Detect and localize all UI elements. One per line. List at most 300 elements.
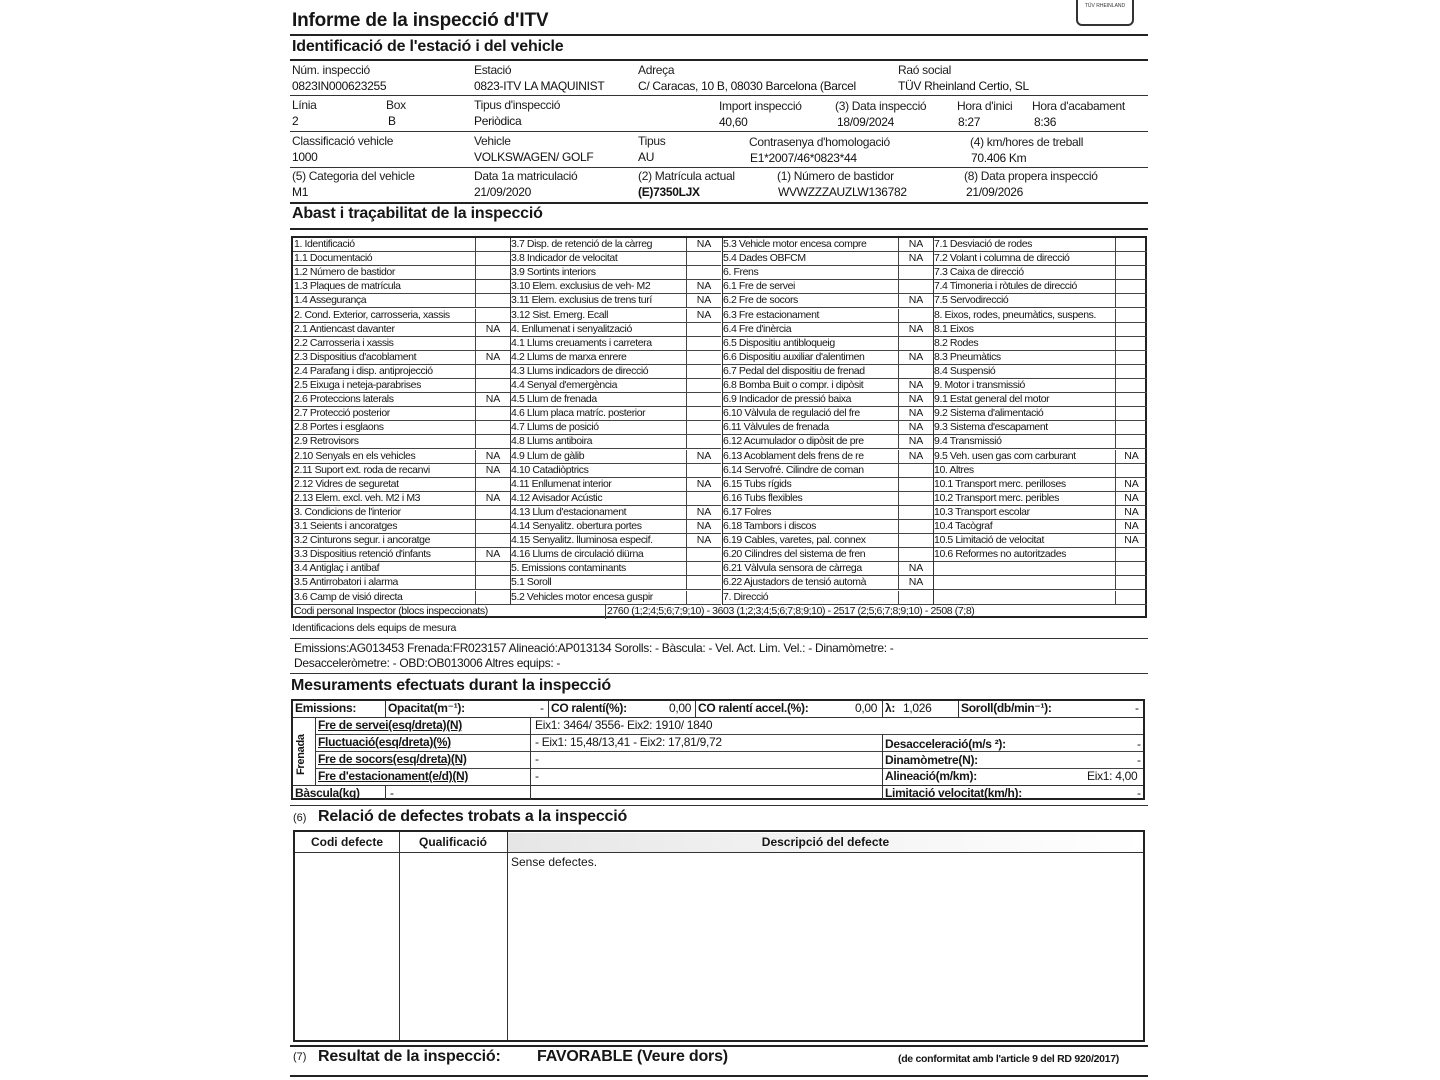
box-label: Box bbox=[386, 98, 406, 112]
inspection-item-na bbox=[898, 280, 933, 294]
inspection-item: 4.4 Senyal d'emergència bbox=[510, 379, 686, 393]
inspection-item-na bbox=[1115, 421, 1147, 435]
inspection-item: 9. Motor i transmissió bbox=[933, 379, 1115, 393]
inspection-item-na bbox=[1115, 323, 1147, 337]
inspection-item-na bbox=[686, 379, 721, 393]
inspection-item: 8.2 Rodes bbox=[933, 337, 1115, 351]
inspection-item: 6.19 Cables, varetes, pal. connex bbox=[722, 534, 898, 548]
soroll-value: - bbox=[1135, 701, 1139, 715]
co-accel-label: CO ralentí accel.(%): bbox=[698, 701, 809, 715]
inspection-item: 6.15 Tubs rígids bbox=[722, 478, 898, 492]
measurements-heading: Mesuraments efectuats durant la inspecció bbox=[291, 677, 611, 694]
bastidor-value: WVWZZZAUZLW136782 bbox=[778, 185, 907, 199]
inspection-item: 6.11 Vàlvules de frenada bbox=[722, 421, 898, 435]
data-matriculacio-label: Data 1a matriculació bbox=[474, 169, 578, 183]
inspection-item: 2.6 Proteccions laterals bbox=[293, 393, 475, 407]
inspection-item-na: NA bbox=[475, 464, 510, 478]
inspection-item-na: NA bbox=[1115, 506, 1147, 520]
inspection-item-na bbox=[475, 238, 510, 252]
inspection-item-na bbox=[686, 548, 721, 562]
adreca-value: C/ Caracas, 10 B, 08030 Barcelona (Barcel bbox=[638, 79, 856, 93]
inspection-item-na: NA bbox=[1115, 520, 1147, 534]
inspection-items-grid bbox=[291, 236, 1147, 618]
equipment-line-1: Emissions:AG013453 Frenada:FR023157 Alineació:AP013134 Sorolls: - Bàscula: - Vel. Act. Lim. Vel.: - Dinamòmetre: - bbox=[294, 641, 894, 655]
tipus-value: AU bbox=[638, 150, 655, 164]
inspection-item-na: NA bbox=[1115, 450, 1147, 464]
inspection-item-na bbox=[475, 534, 510, 548]
inspection-item-na bbox=[898, 478, 933, 492]
inspection-item-na: NA bbox=[898, 323, 933, 337]
inspection-item-na bbox=[686, 365, 721, 379]
inspection-item-na bbox=[1115, 435, 1147, 449]
divider bbox=[290, 805, 1148, 806]
itv-report bbox=[288, 0, 1148, 1080]
inspection-item: 10.5 Limitació de velocitat bbox=[933, 534, 1115, 548]
inspection-item: 8.3 Pneumàtics bbox=[933, 351, 1115, 365]
grid-column-divider bbox=[933, 238, 934, 605]
inspection-item-na: NA bbox=[686, 506, 721, 520]
inspection-item: 10.4 Tacògraf bbox=[933, 520, 1115, 534]
inspection-item-na bbox=[686, 393, 721, 407]
inspection-item-na: NA bbox=[475, 323, 510, 337]
co-accel-value: 0,00 bbox=[855, 701, 878, 715]
divider bbox=[290, 167, 1148, 168]
dinamometre-label: Dinamòmetre(N): bbox=[885, 753, 978, 767]
categoria-label: (5) Categoria del vehicle bbox=[292, 169, 415, 183]
matricula-value: (E)7350LJX bbox=[638, 185, 700, 199]
contrasenya-value: E1*2007/46*0823*44 bbox=[750, 151, 857, 165]
contrasenya-label: Contrasenya d'homologació bbox=[749, 135, 890, 149]
inspection-item-na bbox=[686, 421, 721, 435]
inspection-item: 2.2 Carrosseria i xassis bbox=[293, 337, 475, 351]
inspection-item-na bbox=[475, 407, 510, 421]
inspection-item-na: NA bbox=[475, 450, 510, 464]
inspection-item-na bbox=[475, 506, 510, 520]
inspection-item-na bbox=[1115, 576, 1147, 590]
inspection-item: 9.5 Veh. usen gas com carburant bbox=[933, 450, 1115, 464]
inspection-item: 4.2 Llums de marxa enrere bbox=[510, 351, 686, 365]
inspection-item-na bbox=[898, 492, 933, 506]
tipus-inspeccio-value: Periòdica bbox=[474, 114, 522, 128]
inspection-item-na bbox=[898, 506, 933, 520]
inspection-item: 6.7 Pedal del dispositiu de frenad bbox=[722, 365, 898, 379]
inspection-item: 4. Enllumenat i senyalització bbox=[510, 323, 686, 337]
rao-social-value: TÜV Rheinland Certio, SL bbox=[898, 79, 1029, 93]
bascula-value: - bbox=[390, 786, 394, 800]
bascula-label: Bàscula(kg) bbox=[295, 786, 360, 800]
inspection-item: 1.1 Documentació bbox=[293, 252, 475, 266]
inspection-item: 2.13 Elem. excl. veh. M2 i M3 bbox=[293, 492, 475, 506]
inspection-item: 10.3 Transport escolar bbox=[933, 506, 1115, 520]
estacio-value: 0823-ITV LA MAQUINIST bbox=[474, 79, 605, 93]
inspection-item-na: NA bbox=[686, 478, 721, 492]
hora-acabament-label: Hora d'acabament bbox=[1032, 99, 1125, 113]
co-ralenti-label: CO ralentí(%): bbox=[551, 701, 627, 715]
inspection-item: 6.14 Servofré. Cilindre de coman bbox=[722, 464, 898, 478]
inspection-item: 6.10 Vàlvula de regulació del fre bbox=[722, 407, 898, 421]
inspection-item-na bbox=[1115, 238, 1147, 252]
inspection-item-na bbox=[686, 266, 721, 280]
estacio-label: Estació bbox=[474, 63, 512, 77]
propera-inspeccio-label: (8) Data propera inspecció bbox=[964, 169, 1098, 183]
inspection-item: 3.11 Elem. exclusius de trens turí bbox=[510, 294, 686, 308]
inspection-item-na bbox=[1115, 351, 1147, 365]
hora-inici-value: 8:27 bbox=[958, 115, 981, 129]
inspection-item-na bbox=[898, 520, 933, 534]
result-label: Resultat de la inspecció: bbox=[318, 1048, 501, 1065]
inspection-item: 10.2 Transport merc. peribles bbox=[933, 492, 1115, 506]
inspection-item-na bbox=[898, 365, 933, 379]
linia-label: Línia bbox=[292, 98, 317, 112]
report-title: Informe de la inspecció d'ITV bbox=[292, 10, 549, 31]
inspection-item: 9.1 Estat general del motor bbox=[933, 393, 1115, 407]
inspection-item-na: NA bbox=[475, 548, 510, 562]
inspection-item: 3.9 Sortints interiors bbox=[510, 266, 686, 280]
defects-heading: Relació de defectes trobats a la inspecció bbox=[318, 808, 628, 825]
inspection-item: 2.10 Senyals en els vehicles bbox=[293, 450, 475, 464]
inspection-item-na bbox=[475, 379, 510, 393]
inspection-item: 7.4 Timoneria i ròtules de direcció bbox=[933, 280, 1115, 294]
inspection-item-na bbox=[1115, 280, 1147, 294]
inspection-item: 4.9 Llum de gàlib bbox=[510, 450, 686, 464]
inspection-item: 6.21 Vàlvula sensora de càrrega bbox=[722, 562, 898, 576]
divider bbox=[290, 202, 1148, 204]
fluctuacio-value: - Eix1: 15,48/13,41 - Eix2: 17,81/9,72 bbox=[535, 735, 722, 749]
inspection-item: 5. Emissions contaminants bbox=[510, 562, 686, 576]
inspection-item: 9.4 Transmissió bbox=[933, 435, 1115, 449]
desacceleracio-value: - bbox=[1137, 737, 1141, 751]
inspection-item-na bbox=[686, 492, 721, 506]
inspection-item-na bbox=[475, 591, 510, 605]
fre-estacionament-value: - bbox=[535, 769, 539, 783]
inspection-item: 1.2 Número de bastidor bbox=[293, 266, 475, 280]
inspection-item-na bbox=[475, 365, 510, 379]
lambda-label: λ: bbox=[885, 701, 896, 715]
col-codi-defecte: Codi defecte bbox=[310, 835, 383, 849]
inspection-item-na: NA bbox=[475, 393, 510, 407]
km-label: (4) km/hores de treball bbox=[970, 135, 1084, 149]
inspection-item: 3.6 Camp de visió directa bbox=[293, 591, 475, 605]
defect-description: Sense defectes. bbox=[511, 855, 598, 869]
adreca-label: Adreça bbox=[638, 63, 675, 77]
matricula-label: (2) Matrícula actual bbox=[638, 169, 735, 183]
inspection-item-na bbox=[1115, 379, 1147, 393]
inspection-item-na: NA bbox=[686, 280, 721, 294]
co-ralenti-value: 0,00 bbox=[669, 701, 692, 715]
fre-socors-value: - bbox=[535, 752, 539, 766]
categoria-value: M1 bbox=[292, 185, 309, 199]
measurements-table bbox=[291, 699, 1145, 800]
inspection-item: 2. Cond. Exterior, carrosseria, xassis bbox=[293, 309, 475, 323]
inspection-item: 7.3 Caixa de direcció bbox=[933, 266, 1115, 280]
inspection-item-na bbox=[686, 591, 721, 605]
inspection-item-na bbox=[686, 464, 721, 478]
inspection-item: 9.2 Sistema d'alimentació bbox=[933, 407, 1115, 421]
col-qualificacio: Qualificació bbox=[418, 835, 488, 849]
inspection-item: 4.8 Llums antiboira bbox=[510, 435, 686, 449]
divider bbox=[290, 59, 1148, 61]
inspection-item: 6.18 Tambors i discos bbox=[722, 520, 898, 534]
fre-socors-label: Fre de socors(esq/dreta)(N) bbox=[318, 752, 467, 766]
inspection-item-na bbox=[1115, 548, 1147, 562]
inspection-item: 6.13 Acoblament dels frens de re bbox=[722, 450, 898, 464]
inspection-item: 8.1 Eixos bbox=[933, 323, 1115, 337]
inspection-item-na bbox=[475, 294, 510, 308]
inspection-item: 4.12 Avisador Acústic bbox=[510, 492, 686, 506]
inspection-item-na: NA bbox=[898, 294, 933, 308]
inspection-item-na bbox=[1115, 337, 1147, 351]
inspection-item: 6.17 Folres bbox=[722, 506, 898, 520]
inspection-item-na bbox=[1115, 464, 1147, 478]
inspection-item: 4.16 Llums de circulació diürna bbox=[510, 548, 686, 562]
inspection-item: 2.8 Portes i esglaons bbox=[293, 421, 475, 435]
inspection-item-na: NA bbox=[1115, 492, 1147, 506]
inspection-item: 3.12 Sist. Emerg. Ecall bbox=[510, 309, 686, 323]
inspection-item: 6.4 Fre d'inèrcia bbox=[722, 323, 898, 337]
opacitat-value: - bbox=[540, 701, 544, 715]
inspector-code-label: Codi personal Inspector (blocs inspeccionats) bbox=[294, 605, 488, 617]
inspection-item-na bbox=[1115, 393, 1147, 407]
inspection-item: 10.1 Transport merc. perilloses bbox=[933, 478, 1115, 492]
emissions-label: Emissions: bbox=[295, 701, 357, 715]
inspection-item-na bbox=[1115, 365, 1147, 379]
linia-value: 2 bbox=[292, 114, 299, 128]
inspection-item: 6. Frens bbox=[722, 266, 898, 280]
fluctuacio-label: Fluctuació(esq/dreta)(%) bbox=[318, 735, 451, 749]
inspection-item: 4.1 Llums creuaments i carretera bbox=[510, 337, 686, 351]
inspection-item: 2.9 Retrovisors bbox=[293, 435, 475, 449]
inspection-item-na: NA bbox=[686, 294, 721, 308]
hora-inici-label: Hora d'inici bbox=[957, 99, 1013, 113]
inspection-item: 7.2 Volant i columna de direcció bbox=[933, 252, 1115, 266]
inspection-item-na bbox=[475, 280, 510, 294]
inspection-item-na bbox=[898, 548, 933, 562]
inspection-item-na bbox=[686, 351, 721, 365]
divider bbox=[290, 95, 1148, 96]
inspection-item-na: NA bbox=[1115, 534, 1147, 548]
inspection-item-na bbox=[686, 323, 721, 337]
rao-social-label: Raó social bbox=[898, 63, 952, 77]
data-matriculacio-value: 21/09/2020 bbox=[474, 185, 532, 199]
inspection-item: 2.3 Dispositius d'acoblament bbox=[293, 351, 475, 365]
inspection-item: 4.3 Llums indicadors de direcció bbox=[510, 365, 686, 379]
inspection-item: 5.3 Vehicle motor encesa compre bbox=[722, 238, 898, 252]
desacceleracio-label: Desacceleració(m/s ²): bbox=[885, 737, 1006, 751]
inspection-item: 1.4 Assegurança bbox=[293, 294, 475, 308]
inspection-item-na bbox=[1115, 407, 1147, 421]
inspection-item: 3. Condicions de l'interior bbox=[293, 506, 475, 520]
alineacio-value: Eix1: 4,00 bbox=[1087, 769, 1138, 783]
inspection-item: 4.6 Llum placa matríc. posterior bbox=[510, 407, 686, 421]
grid-column-divider bbox=[510, 238, 511, 605]
inspection-item: 4.10 Catadiòptrics bbox=[510, 464, 686, 478]
opacitat-label: Opacitat(m⁻¹): bbox=[388, 701, 465, 715]
inspection-item bbox=[933, 562, 1115, 576]
inspection-item-na bbox=[898, 534, 933, 548]
inspection-item: 6.1 Fre de servei bbox=[722, 280, 898, 294]
propera-inspeccio-value: 21/09/2026 bbox=[966, 185, 1024, 199]
inspection-item-na: NA bbox=[898, 450, 933, 464]
inspection-item: 2.5 Eixuga i neteja-parabrises bbox=[293, 379, 475, 393]
inspection-item: 3.7 Disp. de retenció de la càrreg bbox=[510, 238, 686, 252]
inspection-item: 4.14 Senyalitz. obertura portes bbox=[510, 520, 686, 534]
inspection-item: 4.5 Llum de frenada bbox=[510, 393, 686, 407]
inspection-item-na bbox=[1115, 591, 1147, 605]
num-inspeccio-value: 0823IN000623255 bbox=[292, 79, 387, 93]
fre-estacionament-label: Fre d'estacionament(e/d)(N) bbox=[318, 769, 469, 783]
inspection-item: 6.20 Cilindres del sistema de fren bbox=[722, 548, 898, 562]
defects-table bbox=[293, 830, 1145, 1042]
inspection-item: 7. Direcció bbox=[722, 591, 898, 605]
alineacio-label: Alineació(m/km): bbox=[885, 769, 977, 783]
inspection-item-na bbox=[898, 266, 933, 280]
inspection-item: 4.11 Enllumenat interior bbox=[510, 478, 686, 492]
inspection-item: 7.5 Servodirecció bbox=[933, 294, 1115, 308]
inspection-item-na bbox=[475, 266, 510, 280]
inspection-item-na bbox=[1115, 294, 1147, 308]
inspection-item-na bbox=[1115, 309, 1147, 323]
inspection-item-na bbox=[686, 252, 721, 266]
inspection-item-na: NA bbox=[475, 492, 510, 506]
inspection-item-na: NA bbox=[898, 435, 933, 449]
inspection-item: 7.1 Desviació de rodes bbox=[933, 238, 1115, 252]
inspection-item-na bbox=[686, 407, 721, 421]
inspector-codes: 2760 (1;2;4;5;6;7;9;10) - 3603 (1;2;3;4;5;6;7;8;9;10) - 2517 (2;5;6;7;8;9;10) - 2508 (7;8) bbox=[605, 605, 1145, 619]
inspection-item-na bbox=[475, 562, 510, 576]
inspection-item: 6.2 Fre de socors bbox=[722, 294, 898, 308]
inspection-item: 4.13 Llum d'estacionament bbox=[510, 506, 686, 520]
box-value: B bbox=[388, 114, 396, 128]
divider bbox=[290, 131, 1148, 132]
inspection-item-na bbox=[898, 464, 933, 478]
data-inspeccio-label: (3) Data inspecció bbox=[835, 99, 927, 113]
inspection-item-na: NA bbox=[686, 238, 721, 252]
inspection-item-na bbox=[475, 576, 510, 590]
inspection-item-na bbox=[898, 309, 933, 323]
inspection-item-na: NA bbox=[898, 421, 933, 435]
inspection-item: 6.6 Dispositiu auxiliar d'alentimen bbox=[722, 351, 898, 365]
hora-acabament-value: 8:36 bbox=[1034, 115, 1057, 129]
soroll-label: Soroll(db/min⁻¹): bbox=[961, 701, 1052, 715]
inspection-item: 2.11 Suport ext. roda de recanvi bbox=[293, 464, 475, 478]
inspection-item: 5.2 Vehicles motor encesa guspir bbox=[510, 591, 686, 605]
inspection-item-na bbox=[1115, 562, 1147, 576]
inspection-item: 10. Altres bbox=[933, 464, 1115, 478]
import-label: Import inspecció bbox=[719, 99, 802, 113]
inspection-item-na bbox=[475, 309, 510, 323]
inspection-item: 10.6 Reformes no autoritzades bbox=[933, 548, 1115, 562]
inspection-item-na: NA bbox=[898, 351, 933, 365]
divider bbox=[290, 34, 1148, 36]
inspection-item-na: NA bbox=[686, 309, 721, 323]
vehicle-value: VOLKSWAGEN/ GOLF bbox=[474, 150, 594, 164]
inspection-item-na bbox=[475, 337, 510, 351]
fre-servei-value: Eix1: 3464/ 3556- Eix2: 1910/ 1840 bbox=[535, 718, 713, 732]
inspection-item: 4.7 Llums de posició bbox=[510, 421, 686, 435]
divider bbox=[290, 228, 1148, 230]
vehicle-label: Vehicle bbox=[474, 134, 511, 148]
dinamometre-value: - bbox=[1137, 753, 1141, 767]
limitacio-velocitat-value: - bbox=[1137, 786, 1141, 800]
lambda-value: 1,026 bbox=[903, 701, 932, 715]
inspection-item: 5.1 Soroll bbox=[510, 576, 686, 590]
inspection-item-na bbox=[1115, 252, 1147, 266]
inspection-item: 2.1 Antiencast davanter bbox=[293, 323, 475, 337]
inspection-item: 6.22 Ajustadors de tensió automà bbox=[722, 576, 898, 590]
inspection-item: 6.5 Dispositiu antibloqueig bbox=[722, 337, 898, 351]
inspection-item: 2.12 Vidres de seguretat bbox=[293, 478, 475, 492]
inspection-item-na bbox=[898, 337, 933, 351]
tipus-label: Tipus bbox=[638, 134, 666, 148]
km-value: 70.406 Km bbox=[971, 151, 1027, 165]
inspection-item-na bbox=[1115, 266, 1147, 280]
inspection-item-na bbox=[475, 478, 510, 492]
inspection-item-na bbox=[475, 421, 510, 435]
inspection-item: 9.3 Sistema d'escapament bbox=[933, 421, 1115, 435]
inspection-item-na bbox=[475, 435, 510, 449]
tuv-logo: TÜV RHEINLAND bbox=[1076, 0, 1134, 26]
frenada-label: Frenada bbox=[295, 734, 307, 775]
inspection-item: 3.8 Indicador de velocitat bbox=[510, 252, 686, 266]
inspection-item-na: NA bbox=[898, 238, 933, 252]
inspection-item: 2.7 Protecció posterior bbox=[293, 407, 475, 421]
divider bbox=[290, 1075, 1148, 1077]
classificacio-value: 1000 bbox=[292, 150, 318, 164]
inspection-item: 8. Eixos, rodes, pneumàtics, suspens. bbox=[933, 309, 1115, 323]
inspection-item: 3.5 Antirrobatori i alarma bbox=[293, 576, 475, 590]
inspection-item-na bbox=[475, 520, 510, 534]
inspection-item bbox=[933, 576, 1115, 590]
inspection-item-na: NA bbox=[686, 450, 721, 464]
fre-servei-label: Fre de servei(esq/dreta)(N) bbox=[318, 718, 462, 732]
data-inspeccio-value: 18/09/2024 bbox=[837, 115, 895, 129]
inspection-item: 6.9 Indicador de pressió baixa bbox=[722, 393, 898, 407]
inspection-item-na: NA bbox=[898, 562, 933, 576]
divider bbox=[290, 673, 1148, 674]
inspection-item: 3.3 Dispositius retenció d'infants bbox=[293, 548, 475, 562]
divider bbox=[290, 638, 1148, 639]
inspection-item-na: NA bbox=[1115, 478, 1147, 492]
result-value: FAVORABLE (Veure dors) bbox=[537, 1048, 728, 1065]
inspection-item: 6.12 Acumulador o dipòsit de pre bbox=[722, 435, 898, 449]
col-descripcio: Descripció del defecte bbox=[508, 833, 1143, 852]
inspection-item-na: NA bbox=[475, 351, 510, 365]
import-value: 40,60 bbox=[719, 115, 748, 129]
grid-column-divider bbox=[722, 238, 723, 605]
defects-number: (6) bbox=[293, 812, 307, 824]
inspection-item: 6.16 Tubs flexibles bbox=[722, 492, 898, 506]
inspection-item: 3.10 Elem. exclusius de veh- M2 bbox=[510, 280, 686, 294]
equipment-heading: Identificacions dels equips de mesura bbox=[292, 622, 457, 634]
divider bbox=[290, 1045, 1148, 1047]
inspection-item: 1. Identificació bbox=[293, 238, 475, 252]
inspection-item-na: NA bbox=[898, 407, 933, 421]
inspection-item bbox=[933, 591, 1115, 605]
inspection-item-na bbox=[686, 576, 721, 590]
scope-heading: Abast i traçabilitat de la inspecció bbox=[292, 205, 543, 222]
classificacio-label: Classificació vehicle bbox=[292, 134, 394, 148]
inspection-item-na: NA bbox=[898, 379, 933, 393]
inspection-item: 6.3 Fre estacionament bbox=[722, 309, 898, 323]
inspection-item-na: NA bbox=[898, 576, 933, 590]
inspection-item-na: NA bbox=[686, 520, 721, 534]
inspection-item: 2.4 Parafang i disp. antiprojecció bbox=[293, 365, 475, 379]
inspection-item-na bbox=[686, 337, 721, 351]
num-inspeccio-label: Núm. inspecció bbox=[292, 63, 370, 77]
inspection-item-na: NA bbox=[898, 393, 933, 407]
inspection-item-na bbox=[475, 252, 510, 266]
inspection-item: 3.1 Seients i ancoratges bbox=[293, 520, 475, 534]
